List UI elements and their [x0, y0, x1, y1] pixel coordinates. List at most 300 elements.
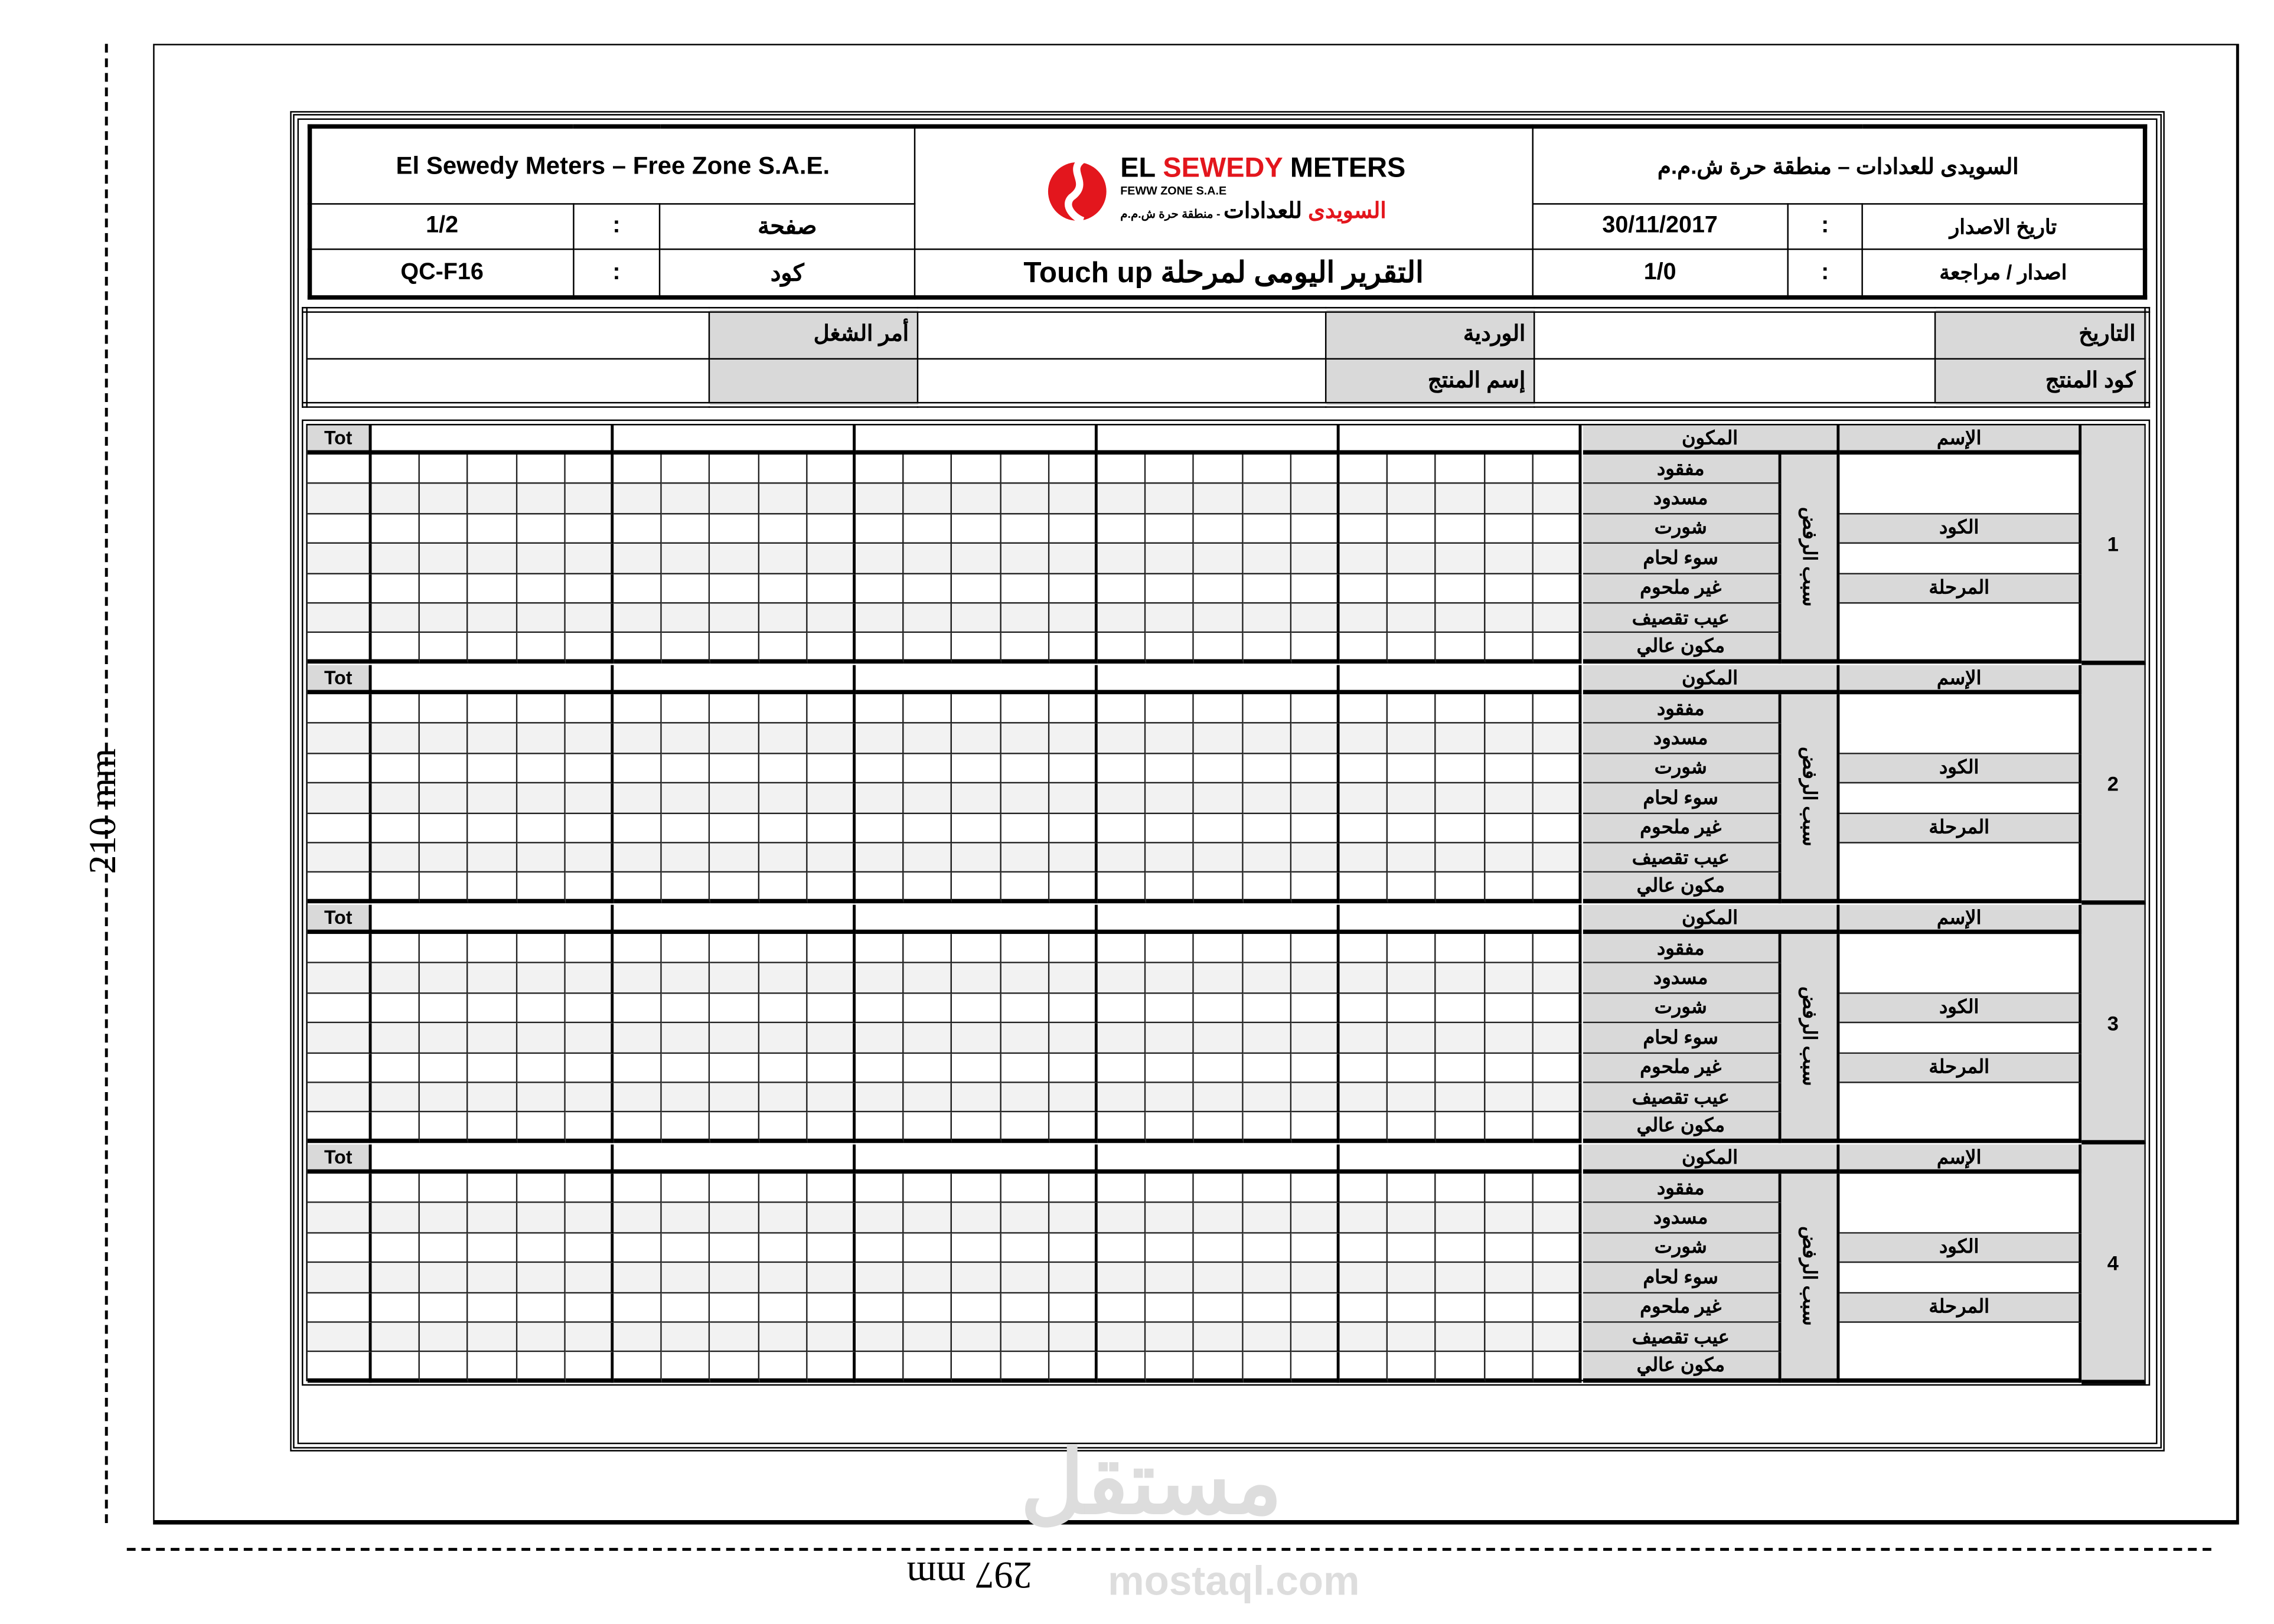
row-total-cell[interactable] [308, 754, 372, 783]
count-cell[interactable] [1146, 934, 1195, 963]
count-cell[interactable] [1195, 1323, 1243, 1352]
row-total-cell[interactable] [308, 994, 372, 1023]
count-cell[interactable] [1388, 724, 1437, 754]
count-cell[interactable] [1146, 604, 1195, 633]
count-cell[interactable] [1049, 694, 1098, 724]
count-cell[interactable] [1437, 514, 1485, 544]
count-cell[interactable] [614, 1293, 662, 1322]
total-field[interactable] [614, 426, 856, 455]
count-cell[interactable] [1437, 934, 1485, 963]
count-cell[interactable] [710, 1352, 759, 1382]
count-cell[interactable] [662, 964, 710, 994]
count-cell[interactable] [1388, 544, 1437, 574]
count-cell[interactable] [1533, 1352, 1581, 1382]
count-cell[interactable] [662, 544, 710, 574]
count-cell[interactable] [904, 1352, 952, 1382]
count-cell[interactable] [517, 574, 565, 603]
count-cell[interactable] [759, 1174, 807, 1203]
count-cell[interactable] [517, 1263, 565, 1293]
count-cell[interactable] [565, 754, 614, 783]
count-cell[interactable] [1243, 964, 1291, 994]
count-cell[interactable] [759, 873, 807, 903]
count-cell[interactable] [420, 604, 468, 633]
row-total-cell[interactable] [308, 1113, 372, 1142]
count-cell[interactable] [1533, 844, 1581, 873]
count-cell[interactable] [1485, 694, 1534, 724]
count-cell[interactable] [371, 455, 420, 484]
count-cell[interactable] [468, 1174, 517, 1203]
total-field[interactable] [856, 905, 1098, 934]
count-cell[interactable] [856, 1024, 904, 1053]
count-cell[interactable] [1533, 694, 1581, 724]
count-cell[interactable] [1291, 1083, 1340, 1113]
count-cell[interactable] [1437, 1174, 1485, 1203]
count-cell[interactable] [1388, 1233, 1437, 1263]
count-cell[interactable] [517, 964, 565, 994]
count-cell[interactable] [759, 1053, 807, 1083]
count-cell[interactable] [1485, 844, 1534, 873]
count-cell[interactable] [371, 1352, 420, 1382]
name-field[interactable] [1839, 455, 2081, 514]
count-cell[interactable] [1146, 1323, 1195, 1352]
count-cell[interactable] [904, 514, 952, 544]
count-cell[interactable] [1195, 633, 1243, 663]
count-cell[interactable] [904, 1204, 952, 1233]
count-cell[interactable] [1485, 1233, 1534, 1263]
count-cell[interactable] [1243, 604, 1291, 633]
count-cell[interactable] [1098, 574, 1146, 603]
count-cell[interactable] [710, 873, 759, 903]
count-cell[interactable] [856, 1204, 904, 1233]
count-cell[interactable] [371, 994, 420, 1023]
count-cell[interactable] [1049, 485, 1098, 514]
count-cell[interactable] [807, 964, 856, 994]
count-cell[interactable] [565, 633, 614, 663]
count-cell[interactable] [1340, 1113, 1388, 1142]
count-cell[interactable] [468, 455, 517, 484]
count-cell[interactable] [1001, 574, 1049, 603]
count-cell[interactable] [662, 1352, 710, 1382]
count-cell[interactable] [807, 485, 856, 514]
count-cell[interactable] [468, 873, 517, 903]
count-cell[interactable] [1146, 813, 1195, 843]
count-cell[interactable] [1049, 1024, 1098, 1053]
count-cell[interactable] [1001, 1323, 1049, 1352]
count-cell[interactable] [1001, 1233, 1049, 1263]
count-cell[interactable] [517, 844, 565, 873]
count-cell[interactable] [1340, 964, 1388, 994]
extra-field[interactable] [305, 359, 709, 405]
count-cell[interactable] [468, 574, 517, 603]
count-cell[interactable] [952, 694, 1001, 724]
count-cell[interactable] [468, 934, 517, 963]
count-cell[interactable] [904, 873, 952, 903]
count-cell[interactable] [517, 813, 565, 843]
count-cell[interactable] [1195, 604, 1243, 633]
count-cell[interactable] [952, 514, 1001, 544]
count-cell[interactable] [952, 724, 1001, 754]
count-cell[interactable] [710, 1113, 759, 1142]
count-cell[interactable] [1049, 1352, 1098, 1382]
count-cell[interactable] [1340, 844, 1388, 873]
count-cell[interactable] [759, 574, 807, 603]
count-cell[interactable] [614, 724, 662, 754]
row-total-cell[interactable] [308, 724, 372, 754]
name-field[interactable] [1839, 1174, 2081, 1233]
count-cell[interactable] [420, 994, 468, 1023]
count-cell[interactable] [904, 784, 952, 813]
count-cell[interactable] [904, 754, 952, 783]
count-cell[interactable] [1533, 1263, 1581, 1293]
count-cell[interactable] [807, 934, 856, 963]
count-cell[interactable] [614, 873, 662, 903]
count-cell[interactable] [1291, 1204, 1340, 1233]
count-cell[interactable] [952, 1263, 1001, 1293]
count-cell[interactable] [371, 1053, 420, 1083]
count-cell[interactable] [1001, 604, 1049, 633]
count-cell[interactable] [420, 1323, 468, 1352]
count-cell[interactable] [662, 694, 710, 724]
count-cell[interactable] [952, 633, 1001, 663]
count-cell[interactable] [1049, 994, 1098, 1023]
count-cell[interactable] [565, 455, 614, 484]
count-cell[interactable] [856, 485, 904, 514]
count-cell[interactable] [759, 784, 807, 813]
count-cell[interactable] [517, 544, 565, 574]
count-cell[interactable] [1340, 784, 1388, 813]
count-cell[interactable] [468, 1204, 517, 1233]
count-cell[interactable] [565, 485, 614, 514]
count-cell[interactable] [807, 994, 856, 1023]
count-cell[interactable] [1195, 544, 1243, 574]
count-cell[interactable] [856, 1083, 904, 1113]
count-cell[interactable] [807, 633, 856, 663]
count-cell[interactable] [1098, 1323, 1146, 1352]
count-cell[interactable] [614, 1024, 662, 1053]
count-cell[interactable] [1195, 1053, 1243, 1083]
count-cell[interactable] [1485, 455, 1534, 484]
count-cell[interactable] [565, 1024, 614, 1053]
count-cell[interactable] [662, 994, 710, 1023]
count-cell[interactable] [1195, 724, 1243, 754]
count-cell[interactable] [420, 934, 468, 963]
count-cell[interactable] [1291, 604, 1340, 633]
count-cell[interactable] [1533, 485, 1581, 514]
count-cell[interactable] [614, 485, 662, 514]
row-total-cell[interactable] [308, 844, 372, 873]
count-cell[interactable] [517, 1113, 565, 1142]
count-cell[interactable] [1146, 994, 1195, 1023]
row-total-cell[interactable] [308, 1053, 372, 1083]
total-field[interactable] [856, 426, 1098, 455]
count-cell[interactable] [1195, 1233, 1243, 1263]
count-cell[interactable] [1098, 1233, 1146, 1263]
count-cell[interactable] [1388, 574, 1437, 603]
count-cell[interactable] [1001, 544, 1049, 574]
count-cell[interactable] [952, 1174, 1001, 1203]
count-cell[interactable] [952, 1083, 1001, 1113]
count-cell[interactable] [614, 934, 662, 963]
count-cell[interactable] [1001, 784, 1049, 813]
count-cell[interactable] [1098, 485, 1146, 514]
row-total-cell[interactable] [308, 1083, 372, 1113]
count-cell[interactable] [1533, 1083, 1581, 1113]
count-cell[interactable] [1388, 633, 1437, 663]
count-cell[interactable] [1146, 844, 1195, 873]
count-cell[interactable] [1485, 1083, 1534, 1113]
count-cell[interactable] [614, 604, 662, 633]
count-cell[interactable] [1291, 574, 1340, 603]
count-cell[interactable] [1291, 455, 1340, 484]
count-cell[interactable] [904, 1263, 952, 1293]
count-cell[interactable] [1340, 813, 1388, 843]
count-cell[interactable] [468, 1263, 517, 1293]
count-cell[interactable] [710, 455, 759, 484]
count-cell[interactable] [952, 574, 1001, 603]
row-total-cell[interactable] [308, 514, 372, 544]
count-cell[interactable] [662, 813, 710, 843]
count-cell[interactable] [710, 604, 759, 633]
row-total-cell[interactable] [308, 1323, 372, 1352]
count-cell[interactable] [371, 1024, 420, 1053]
row-total-cell[interactable] [308, 1352, 372, 1382]
count-cell[interactable] [662, 1113, 710, 1142]
count-cell[interactable] [1001, 873, 1049, 903]
count-cell[interactable] [710, 485, 759, 514]
count-cell[interactable] [1291, 694, 1340, 724]
count-cell[interactable] [1195, 844, 1243, 873]
count-cell[interactable] [1485, 1113, 1534, 1142]
count-cell[interactable] [1195, 784, 1243, 813]
count-cell[interactable] [759, 1263, 807, 1293]
count-cell[interactable] [468, 1293, 517, 1322]
count-cell[interactable] [856, 784, 904, 813]
count-cell[interactable] [1388, 514, 1437, 544]
row-total-cell[interactable] [308, 873, 372, 903]
count-cell[interactable] [1485, 544, 1534, 574]
count-cell[interactable] [1437, 1323, 1485, 1352]
count-cell[interactable] [1388, 1083, 1437, 1113]
total-field[interactable] [371, 905, 614, 934]
count-cell[interactable] [1533, 1293, 1581, 1322]
count-cell[interactable] [1049, 1204, 1098, 1233]
count-cell[interactable] [1146, 455, 1195, 484]
row-total-cell[interactable] [308, 694, 372, 724]
count-cell[interactable] [759, 1233, 807, 1263]
count-cell[interactable] [952, 544, 1001, 574]
count-cell[interactable] [614, 1352, 662, 1382]
count-cell[interactable] [420, 844, 468, 873]
count-cell[interactable] [371, 1113, 420, 1142]
count-cell[interactable] [1291, 633, 1340, 663]
count-cell[interactable] [1437, 754, 1485, 783]
count-cell[interactable] [565, 1113, 614, 1142]
count-cell[interactable] [614, 1263, 662, 1293]
count-cell[interactable] [1243, 784, 1291, 813]
total-field[interactable] [1340, 426, 1582, 455]
count-cell[interactable] [1049, 544, 1098, 574]
count-cell[interactable] [420, 455, 468, 484]
count-cell[interactable] [952, 964, 1001, 994]
count-cell[interactable] [468, 1233, 517, 1263]
count-cell[interactable] [517, 724, 565, 754]
count-cell[interactable] [1098, 1113, 1146, 1142]
name-field[interactable] [1839, 694, 2081, 754]
count-cell[interactable] [1243, 1024, 1291, 1053]
code-field[interactable] [1839, 544, 2081, 574]
count-cell[interactable] [1146, 1293, 1195, 1322]
count-cell[interactable] [468, 694, 517, 724]
code-field[interactable] [1839, 1024, 2081, 1053]
count-cell[interactable] [614, 1113, 662, 1142]
count-cell[interactable] [517, 1083, 565, 1113]
count-cell[interactable] [662, 455, 710, 484]
count-cell[interactable] [1098, 514, 1146, 544]
count-cell[interactable] [371, 604, 420, 633]
count-cell[interactable] [565, 1352, 614, 1382]
count-cell[interactable] [371, 934, 420, 963]
count-cell[interactable] [1001, 1352, 1049, 1382]
count-cell[interactable] [371, 1204, 420, 1233]
count-cell[interactable] [614, 1053, 662, 1083]
count-cell[interactable] [420, 1263, 468, 1293]
count-cell[interactable] [371, 873, 420, 903]
count-cell[interactable] [1195, 485, 1243, 514]
count-cell[interactable] [1437, 455, 1485, 484]
count-cell[interactable] [1340, 724, 1388, 754]
count-cell[interactable] [1001, 844, 1049, 873]
count-cell[interactable] [1340, 1352, 1388, 1382]
count-cell[interactable] [1388, 485, 1437, 514]
count-cell[interactable] [614, 1323, 662, 1352]
count-cell[interactable] [1485, 994, 1534, 1023]
count-cell[interactable] [710, 754, 759, 783]
count-cell[interactable] [952, 1113, 1001, 1142]
count-cell[interactable] [420, 633, 468, 663]
count-cell[interactable] [856, 514, 904, 544]
count-cell[interactable] [1195, 1293, 1243, 1322]
count-cell[interactable] [1049, 1113, 1098, 1142]
count-cell[interactable] [662, 873, 710, 903]
count-cell[interactable] [1146, 574, 1195, 603]
row-total-cell[interactable] [308, 784, 372, 813]
count-cell[interactable] [1001, 754, 1049, 783]
count-cell[interactable] [371, 813, 420, 843]
code-field[interactable] [1839, 784, 2081, 813]
count-cell[interactable] [856, 754, 904, 783]
count-cell[interactable] [904, 544, 952, 574]
count-cell[interactable] [1388, 754, 1437, 783]
count-cell[interactable] [952, 813, 1001, 843]
count-cell[interactable] [614, 813, 662, 843]
count-cell[interactable] [1195, 455, 1243, 484]
count-cell[interactable] [1340, 574, 1388, 603]
count-cell[interactable] [662, 1024, 710, 1053]
count-cell[interactable] [517, 1053, 565, 1083]
count-cell[interactable] [614, 574, 662, 603]
count-cell[interactable] [807, 1293, 856, 1322]
count-cell[interactable] [952, 1293, 1001, 1322]
count-cell[interactable] [807, 784, 856, 813]
count-cell[interactable] [807, 813, 856, 843]
count-cell[interactable] [517, 994, 565, 1023]
count-cell[interactable] [904, 1293, 952, 1322]
count-cell[interactable] [1291, 934, 1340, 963]
count-cell[interactable] [1291, 844, 1340, 873]
count-cell[interactable] [1485, 1263, 1534, 1293]
count-cell[interactable] [1049, 514, 1098, 544]
count-cell[interactable] [1098, 1024, 1146, 1053]
count-cell[interactable] [468, 514, 517, 544]
count-cell[interactable] [662, 514, 710, 544]
count-cell[interactable] [1195, 1352, 1243, 1382]
count-cell[interactable] [710, 994, 759, 1023]
count-cell[interactable] [1437, 1024, 1485, 1053]
stage-field[interactable] [1839, 604, 2081, 664]
count-cell[interactable] [856, 964, 904, 994]
count-cell[interactable] [371, 784, 420, 813]
count-cell[interactable] [1437, 873, 1485, 903]
count-cell[interactable] [1098, 1293, 1146, 1322]
count-cell[interactable] [614, 455, 662, 484]
count-cell[interactable] [1291, 724, 1340, 754]
count-cell[interactable] [904, 964, 952, 994]
count-cell[interactable] [1533, 964, 1581, 994]
count-cell[interactable] [517, 633, 565, 663]
count-cell[interactable] [759, 1113, 807, 1142]
count-cell[interactable] [710, 574, 759, 603]
total-field[interactable] [856, 1145, 1098, 1174]
count-cell[interactable] [614, 1233, 662, 1263]
count-cell[interactable] [371, 1293, 420, 1322]
count-cell[interactable] [1340, 934, 1388, 963]
count-cell[interactable] [1291, 994, 1340, 1023]
count-cell[interactable] [468, 813, 517, 843]
count-cell[interactable] [1533, 1053, 1581, 1083]
total-field[interactable] [1098, 665, 1340, 695]
count-cell[interactable] [565, 934, 614, 963]
count-cell[interactable] [565, 1323, 614, 1352]
count-cell[interactable] [1243, 1083, 1291, 1113]
count-cell[interactable] [807, 1174, 856, 1203]
count-cell[interactable] [1098, 813, 1146, 843]
count-cell[interactable] [856, 994, 904, 1023]
count-cell[interactable] [904, 1233, 952, 1263]
count-cell[interactable] [856, 813, 904, 843]
count-cell[interactable] [710, 1174, 759, 1203]
count-cell[interactable] [1146, 1233, 1195, 1263]
count-cell[interactable] [807, 1083, 856, 1113]
count-cell[interactable] [1437, 1053, 1485, 1083]
count-cell[interactable] [517, 514, 565, 544]
shift-field[interactable] [918, 310, 1326, 359]
count-cell[interactable] [1146, 1024, 1195, 1053]
count-cell[interactable] [565, 574, 614, 603]
count-cell[interactable] [565, 873, 614, 903]
count-cell[interactable] [1437, 844, 1485, 873]
count-cell[interactable] [1340, 455, 1388, 484]
count-cell[interactable] [1533, 1233, 1581, 1263]
count-cell[interactable] [1243, 1113, 1291, 1142]
count-cell[interactable] [1001, 813, 1049, 843]
count-cell[interactable] [1001, 1113, 1049, 1142]
count-cell[interactable] [1243, 1263, 1291, 1293]
count-cell[interactable] [1098, 1352, 1146, 1382]
count-cell[interactable] [904, 994, 952, 1023]
row-total-cell[interactable] [308, 604, 372, 633]
row-total-cell[interactable] [308, 1263, 372, 1293]
count-cell[interactable] [1195, 1174, 1243, 1203]
